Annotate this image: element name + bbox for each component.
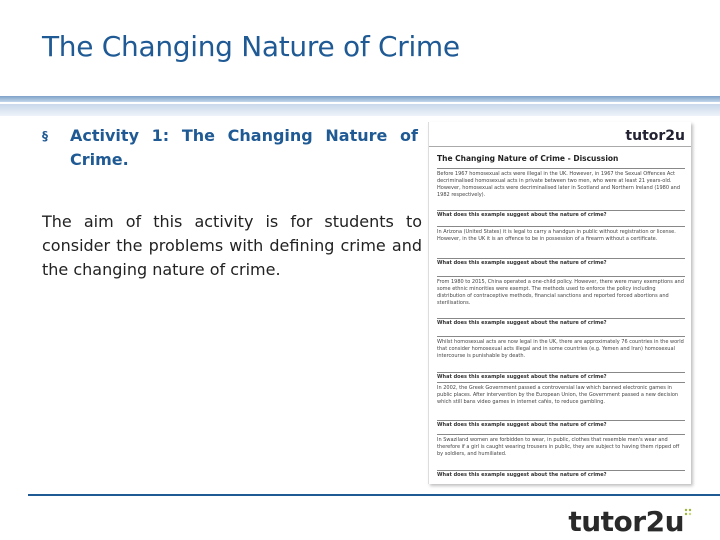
tutor2u-logo: [568, 505, 684, 538]
worksheet-example: Before 1967 homosexual acts were illegal in the UK. However, in 1967 the Sexual Offences Act decriminalised homosexual acts in private between two men, who were at least 21 years-old. However, homosexual acts were decriminalised later in Scotland and Northern Ireland (1980 and 1982 respectively).: [437, 168, 685, 199]
activity-heading: Activity 1: The Changing Nature of Crime.: [70, 126, 418, 169]
worksheet-example: In Swaziland women are forbidden to wear, in public, clothes that resemble men's wear and therefore if a girl is caught wearing trousers in public, they are subject to having them ripped off by soldiers, and humiliated.: [437, 434, 685, 458]
worksheet-question: What does this example suggest about the nature of crime?: [437, 420, 685, 428]
worksheet-question: What does this example suggest about the nature of crime?: [437, 258, 685, 266]
worksheet-question: What does this example suggest about the nature of crime?: [437, 210, 685, 218]
logo-dots-icon: [684, 508, 692, 516]
slide-title: The Changing Nature of Crime: [42, 30, 460, 63]
title-band: [0, 96, 720, 102]
worksheet-question: What does this example suggest about the nature of crime?: [437, 318, 685, 326]
worksheet-image: [428, 122, 691, 484]
worksheet-rule: [429, 146, 691, 147]
worksheet-heading: The Changing Nature of Crime - Discussion: [437, 154, 619, 163]
worksheet-question: What does this example suggest about the nature of crime?: [437, 372, 685, 380]
worksheet-example: In Arizona (United States) it is legal to carry a handgun in public without registration or license. However, in the UK it is an offence to be in possession of a firearm without a certificate.: [437, 226, 685, 243]
bullet-marker: §: [42, 129, 48, 143]
worksheet-logo: tutor2u: [625, 128, 685, 144]
worksheet-example: From 1980 to 2015, China operated a one-child policy. However, there were many exemptions and some ethnic minorities were exempt. The methods used to enforce the policy including distribution of contraceptive methods, financial sanctions and reported forced abortions and sterilisations.: [437, 276, 685, 307]
activity-description: The aim of this activity is for students to consider the problems with defining crime and the changing nature of crime.: [42, 212, 422, 279]
logo-u: u: [664, 505, 684, 538]
worksheet-example: In 2002, the Greek Government passed a controversial law which banned electronic games in public places. After intervention by the European Union, the Government passed a new decision which still bans video games in internet cafés, to reduce gambling.: [437, 382, 685, 406]
worksheet-question: What does this example suggest about the nature of crime?: [437, 470, 685, 478]
logo-two: 2: [645, 505, 665, 538]
footer-rule: [28, 494, 720, 496]
activity-bullet: [42, 124, 420, 172]
logo-text: tutor: [568, 505, 646, 538]
worksheet-example: Whilst homosexual acts are now legal in the UK, there are approximately 76 countries in the world that consider homosexual acts illegal and in some countries (e.g. Yemen and Iran) homosexual intercourse is punishable by death.: [437, 336, 685, 360]
title-band-light: [0, 104, 720, 116]
